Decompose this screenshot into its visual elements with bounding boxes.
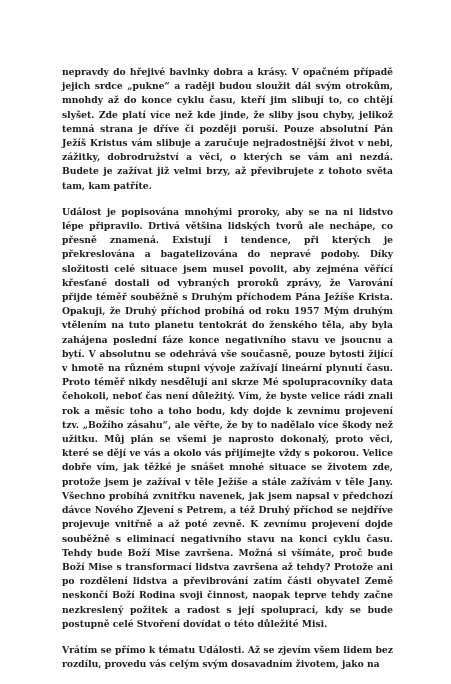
paragraph-1: nepravdy do hřejivé bavlnky dobra a krásy. V opačném případě jejich srdce „pukne“ a raději budou sloužit dál svým otrokům, mnohdy až do konce cyklu času, kteří jim slibují to, co chtějí slyšet. Zde platí více než kde jinde, že sliby jsou chyby, jelikož temná strana je dříve či později poruší. Pouze absolutní Pán Ježíš Kristus vám slibuje a zaručuje nejradostnější život v nebi, zážitky, dobrodružství a věci, o kterých se vám ani nezdá. Budete je zažívat již velmi brzy, až převibrujete z tohoto světa tam, kam patříte. <box>62 67 393 192</box>
document-page <box>62 66 393 684</box>
paragraph-2: Událost je popisována mnohými proroky, aby se na ni lidstvo lépe připravilo. Drtivá většina lidských tvorů ale nechápe, co přesně znamená. Existují i tendence, při kterých je překreslována a bagatelizována do nepravé podoby. Díky složitosti celé situace jsem musel povolit, aby zejména věřící křesťané dostali od vybraných proroků zprávy, že Varování přijde téměř souběžně s Druhým příchodem Pána Ježíše Krista. Opakuji, že Druhý příchod probíhá od roku 1957 Mým druhým vtělením na tuto planetu tentokrát do ženského těla, aby byla zahájena poslední fáze konce negativního stavu ve jsoucnu a bytí. V absolutnu se odehrává vše současně, pouze bytosti žijící v hmotě na různém stupni vývoje zažívají lineární plynutí času. Proto téměř nikdy nesdělují ani skrze Mé spolupracovníky data čehokoli, neboť čas není důležitý. Vím, že byste velice rádi znali rok a měsíc toho a toho bodu, kdy dojde k zevnímu projevení tzv. „Božího zásahu“, ale věřte, že by to nadělalo více škody než užitku. Můj plán se všemi je naprosto dokonalý, proto věci, které se dějí ve vás a okolo vás přijímejte vždy s pokorou. Velice dobře vím, jak těžké je snášet mnohé situace se životem zde, protože jsem je zažíval v těle Ježíše a stále zažívám v těle Jany. Všechno probíhá zvnitřku navenek, jak jsem napsal v předchozí dávce Nového Zjevení s Petrem, a též Druhý příchod se nejdříve projevuje vnitřně a až poté zevně. K zevnímu projevení dojde souběžně s eliminací negativního stavu na konci cyklu času. Tehdy bude Boží Mise završena. Možná si všímáte, proč bude Boží Mise s transformací lidstva završena až tehdy? Protože ani po rozdělení lidstva a převibrování zatím části obyvatel Země neskončí Boží Rodina svoji činnost, naopak teprve tehdy začne nezkreslený požitek a radost s její spoluprací, kdy se bude postupně celé Stvoření dovídat o této důležité Misi. <box>62 206 393 630</box>
paragraph-3: Vrátím se přímo k tématu Události. Až se zjevím všem lidem bez rozdílu, provedu vás celým svým dosavadním životem, jako na <box>62 644 393 671</box>
